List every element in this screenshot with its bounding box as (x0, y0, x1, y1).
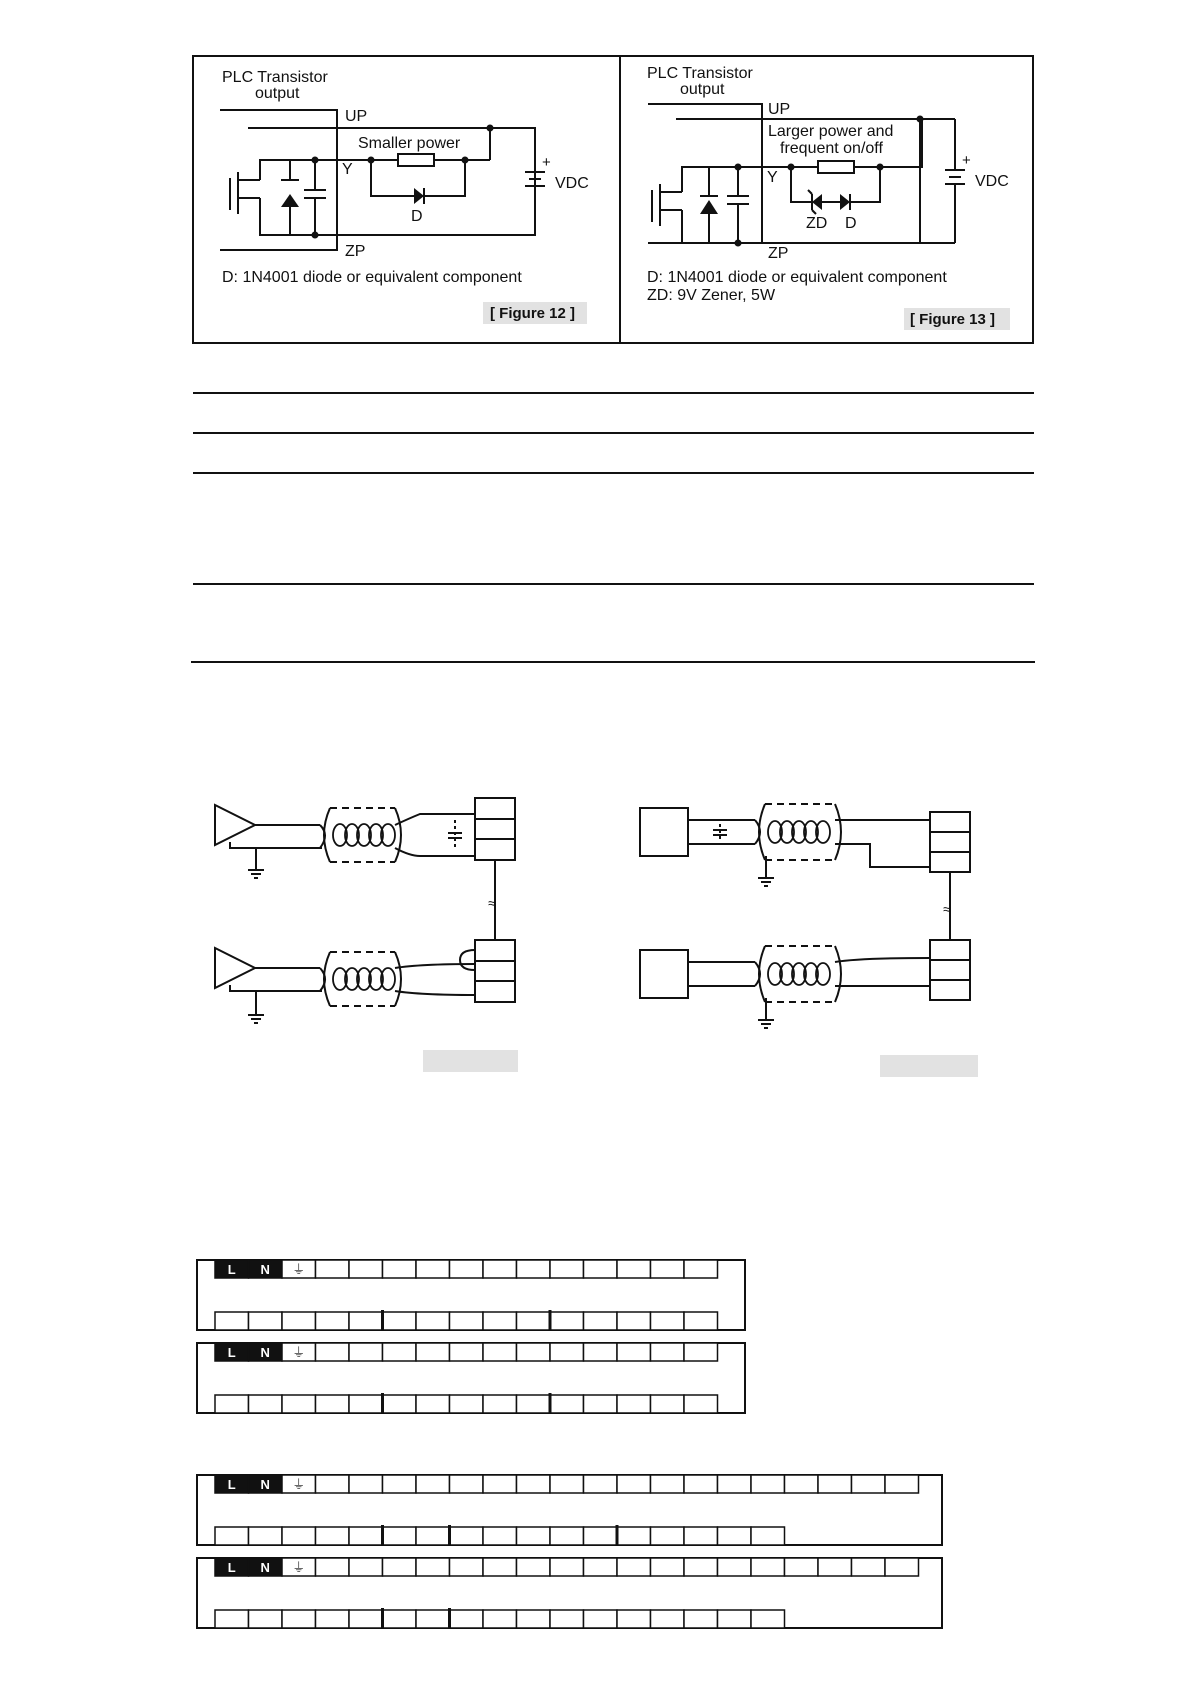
terminal-l-label: L (227, 1262, 236, 1277)
terminal-bottom-cell (450, 1610, 484, 1628)
terminal-bottom-cell (550, 1527, 584, 1545)
terminal-top-cell (852, 1475, 886, 1493)
fig13-load-line2: frequent on/off (780, 140, 883, 157)
terminal-top-cell (684, 1343, 718, 1361)
terminal-top-cell (885, 1558, 919, 1576)
terminal-bottom-cell (416, 1312, 450, 1330)
fig13-vdc-label: VDC (975, 173, 1009, 190)
ground-symbol: ⏚ (292, 1263, 306, 1278)
terminal-top-cell (550, 1260, 584, 1278)
right-top-cable (640, 804, 970, 940)
terminal-bottom-cell (450, 1527, 484, 1545)
terminal-top-cell (316, 1558, 350, 1576)
terminal-top-cell (450, 1260, 484, 1278)
terminal-top-cell (349, 1343, 383, 1361)
fig12-up-label: UP (345, 108, 368, 125)
terminal-bottom-cell (517, 1395, 551, 1413)
terminal-bottom-cell (684, 1395, 718, 1413)
terminal-top-cell (316, 1343, 350, 1361)
terminal-bottom-cell (718, 1610, 752, 1628)
terminal-top-cell (617, 1260, 651, 1278)
terminal-bottom-cell (718, 1527, 752, 1545)
terminal-bottom-cell (249, 1395, 283, 1413)
ground-symbol: ⏚ (292, 1478, 306, 1493)
fig13-note2: ZD: 9V Zener, 5W (647, 287, 776, 304)
terminal-bottom-cell (517, 1312, 551, 1330)
fig13-title-line2: output (680, 81, 725, 98)
terminal-bottom-cell (349, 1395, 383, 1413)
terminal-bottom-cell (349, 1312, 383, 1330)
fig13-d-label: D (845, 215, 857, 232)
terminal-bottom-cell (617, 1395, 651, 1413)
fig13-note1: D: 1N4001 diode or equivalent component (647, 269, 947, 286)
terminal-top-cell (550, 1558, 584, 1576)
fig13-load-line1: Larger power and (768, 123, 894, 140)
fig13-zp-label: ZP (768, 245, 789, 262)
terminal-bottom-cell (584, 1312, 618, 1330)
terminal-top-cell (383, 1343, 417, 1361)
terminal-bottom-cell (416, 1395, 450, 1413)
shielded-cable-wiring-diagram (0, 790, 1190, 1080)
terminal-top-cell (718, 1558, 752, 1576)
terminal-top-cell (316, 1475, 350, 1493)
terminal-bottom-cell (550, 1610, 584, 1628)
terminal-bottom-cell (215, 1312, 249, 1330)
terminal-top-cell (684, 1558, 718, 1576)
terminal-top-cell (450, 1475, 484, 1493)
terminal-top-cell (617, 1475, 651, 1493)
fig12-y-label: Y (342, 161, 353, 178)
terminal-top-cell (751, 1558, 785, 1576)
figure-frame (193, 56, 1033, 343)
terminal-top-cell (517, 1343, 551, 1361)
terminal-bottom-cell (249, 1527, 283, 1545)
figures-12-13-diagram (0, 0, 1190, 360)
terminal-n-label: N (260, 1345, 270, 1360)
terminal-top-cell (550, 1343, 584, 1361)
terminal-bottom-cell (651, 1312, 685, 1330)
terminal-top-cell (885, 1475, 919, 1493)
terminal-bottom-cell (383, 1395, 417, 1413)
terminal-bottom-cell (383, 1312, 417, 1330)
empty-table-rules (0, 390, 1190, 670)
terminal-bottom-cell (316, 1312, 350, 1330)
terminal-bottom-cell (550, 1312, 584, 1330)
fig13-zd-label: ZD (806, 215, 828, 232)
terminal-top-cell (483, 1260, 517, 1278)
terminal-bottom-cell (651, 1610, 685, 1628)
fig13-y-label: Y (767, 169, 778, 186)
terminal-bottom-cell (215, 1395, 249, 1413)
terminal-bottom-cell (383, 1610, 417, 1628)
terminal-top-cell (383, 1260, 417, 1278)
terminal-bottom-cell (651, 1395, 685, 1413)
terminal-top-cell (450, 1343, 484, 1361)
fig12-vdc-label: VDC (555, 175, 589, 192)
terminal-bottom-cell (684, 1527, 718, 1545)
terminal-bottom-cell (684, 1312, 718, 1330)
terminal-top-cell (349, 1260, 383, 1278)
terminal-top-cell (617, 1343, 651, 1361)
terminal-top-cell (517, 1475, 551, 1493)
terminal-bottom-cell (282, 1312, 316, 1330)
figure-12-circuit (220, 110, 545, 250)
terminal-top-cell (818, 1558, 852, 1576)
terminal-bottom-cell (282, 1610, 316, 1628)
left-bottom-cable (215, 940, 515, 1023)
terminal-bottom-cell (450, 1312, 484, 1330)
fig12-plus-label: + (542, 154, 551, 171)
terminal-bottom-cell (249, 1312, 283, 1330)
terminal-bottom-cell (349, 1527, 383, 1545)
terminal-top-cell (818, 1475, 852, 1493)
terminal-top-cell (416, 1260, 450, 1278)
terminal-bottom-cell (282, 1395, 316, 1413)
terminal-top-cell (684, 1260, 718, 1278)
terminal-top-cell (584, 1558, 618, 1576)
terminal-top-cell (383, 1558, 417, 1576)
terminal-top-cell (349, 1558, 383, 1576)
fig13-plus-label: + (962, 152, 971, 169)
terminal-bottom-cell (282, 1527, 316, 1545)
terminal-top-cell (584, 1475, 618, 1493)
terminal-top-cell (651, 1260, 685, 1278)
terminal-top-cell (383, 1475, 417, 1493)
terminal-bottom-cell (383, 1527, 417, 1545)
fig12-zp-label: ZP (345, 243, 366, 260)
terminal-block-layouts (0, 1250, 1190, 1650)
fig12-title-line2: output (255, 85, 300, 102)
terminal-bottom-cell (349, 1610, 383, 1628)
terminal-top-cell (785, 1558, 819, 1576)
terminal-top-cell (416, 1558, 450, 1576)
terminal-top-cell (718, 1475, 752, 1493)
terminal-bottom-cell (617, 1527, 651, 1545)
terminal-top-cell (584, 1260, 618, 1278)
ground-symbol: ⏚ (292, 1561, 306, 1576)
terminal-bottom-cell (584, 1395, 618, 1413)
terminal-bottom-cell (483, 1610, 517, 1628)
terminal-bottom-cell (651, 1527, 685, 1545)
terminal-top-cell (852, 1558, 886, 1576)
terminal-top-cell (517, 1558, 551, 1576)
terminal-n-label: N (260, 1477, 270, 1492)
terminal-bottom-cell (617, 1312, 651, 1330)
break-symbol-right: ≈ (943, 901, 951, 917)
fig12-tag: [ Figure 12 ] (490, 305, 576, 322)
terminal-bottom-cell (416, 1527, 450, 1545)
terminal-bottom-cell (751, 1610, 785, 1628)
break-symbol: ≈ (488, 895, 496, 911)
terminal-n-label: N (260, 1262, 270, 1277)
terminal-bottom-cell (316, 1527, 350, 1545)
terminal-bottom-cell (751, 1527, 785, 1545)
terminal-top-cell (684, 1475, 718, 1493)
terminal-bottom-cell (416, 1610, 450, 1628)
fig13-title-line1: PLC Transistor (647, 65, 753, 82)
terminal-top-cell (483, 1475, 517, 1493)
terminal-top-cell (483, 1343, 517, 1361)
terminal-bottom-cell (584, 1527, 618, 1545)
terminal-top-cell (316, 1260, 350, 1278)
fig12-title-line1: PLC Transistor (222, 69, 328, 86)
terminal-top-cell (617, 1558, 651, 1576)
terminal-l-label: L (227, 1477, 236, 1492)
terminal-bottom-cell (617, 1610, 651, 1628)
terminal-top-cell (651, 1343, 685, 1361)
right-bottom-cable (640, 940, 970, 1028)
terminal-bottom-cell (550, 1395, 584, 1413)
terminal-top-cell (651, 1558, 685, 1576)
terminal-top-cell (550, 1475, 584, 1493)
terminal-bottom-cell (483, 1395, 517, 1413)
terminal-bottom-cell (517, 1610, 551, 1628)
fig12-d-label: D (411, 208, 423, 225)
terminal-l-label: L (227, 1345, 236, 1360)
fig12-load-label: Smaller power (358, 135, 461, 152)
ground-symbol: ⏚ (292, 1346, 306, 1361)
terminal-top-cell (651, 1475, 685, 1493)
terminal-bottom-cell (684, 1610, 718, 1628)
terminal-bottom-cell (249, 1610, 283, 1628)
fig13-up-label: UP (768, 101, 791, 118)
terminal-top-cell (416, 1343, 450, 1361)
terminal-bottom-cell (316, 1610, 350, 1628)
terminal-bottom-cell (316, 1395, 350, 1413)
terminal-top-cell (517, 1260, 551, 1278)
terminal-top-cell (450, 1558, 484, 1576)
terminal-l-label: L (227, 1560, 236, 1575)
fig13-tag: [ Figure 13 ] (910, 311, 996, 328)
left-top-cable (215, 798, 515, 940)
terminal-top-cell (584, 1343, 618, 1361)
terminal-bottom-cell (517, 1527, 551, 1545)
terminal-top-cell (349, 1475, 383, 1493)
terminal-n-label: N (260, 1560, 270, 1575)
terminal-top-cell (483, 1558, 517, 1576)
terminal-bottom-cell (483, 1312, 517, 1330)
terminal-bottom-cell (215, 1527, 249, 1545)
terminal-bottom-cell (450, 1395, 484, 1413)
terminal-top-cell (751, 1475, 785, 1493)
terminal-bottom-cell (215, 1610, 249, 1628)
terminal-bottom-cell (483, 1527, 517, 1545)
terminal-bottom-cell (584, 1610, 618, 1628)
right-figure-tag (880, 1055, 978, 1077)
left-figure-tag (423, 1050, 518, 1072)
terminal-top-cell (785, 1475, 819, 1493)
terminal-top-cell (416, 1475, 450, 1493)
fig12-note: D: 1N4001 diode or equivalent component (222, 269, 522, 286)
